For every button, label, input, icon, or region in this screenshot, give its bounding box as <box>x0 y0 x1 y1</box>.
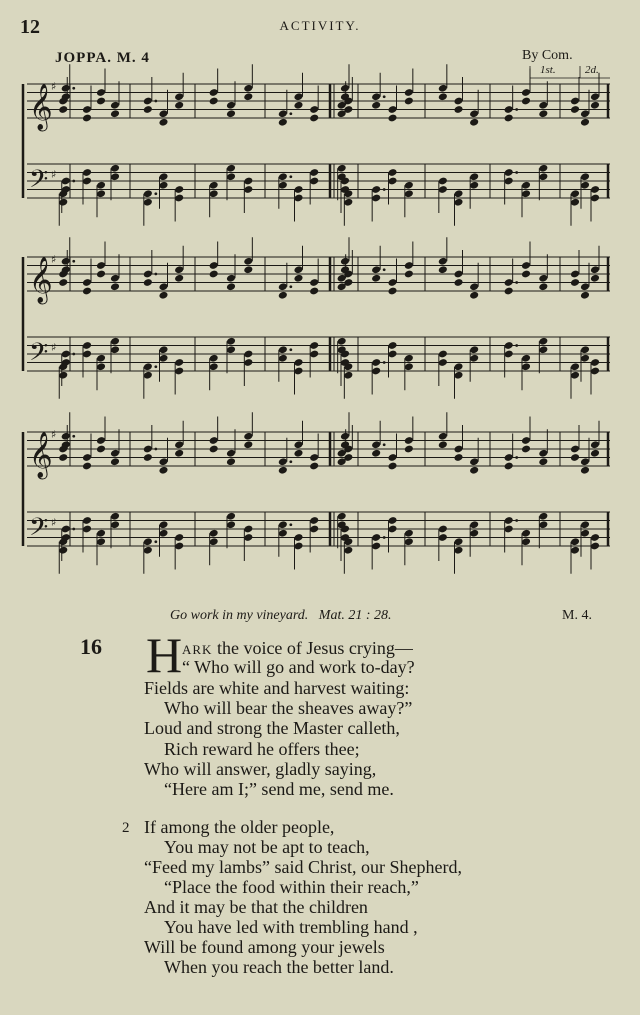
note-head <box>158 466 168 475</box>
dot <box>383 95 386 98</box>
dot <box>289 523 292 526</box>
note-head <box>469 466 479 475</box>
verse-2-line-5: And it may be that the children <box>144 897 368 917</box>
dot <box>72 435 75 438</box>
sharp-icon: ♯ <box>51 80 57 93</box>
note-head <box>293 101 303 110</box>
note-head <box>469 118 479 127</box>
page-number: 12 <box>20 16 40 38</box>
note-head <box>538 282 548 291</box>
note-head <box>580 118 590 127</box>
first-line-tail: the voice of Jesus crying— <box>212 638 413 658</box>
dot <box>515 519 518 522</box>
note-head <box>243 92 253 101</box>
note-head <box>521 445 531 454</box>
verse-2-line-7: Will be found among your jewels <box>144 937 385 957</box>
dot <box>515 108 518 111</box>
note-head <box>438 440 448 449</box>
note-head <box>143 105 153 114</box>
note-head <box>504 287 514 296</box>
bass-clef-icon: 𝄢 <box>29 338 49 373</box>
dot <box>154 448 157 451</box>
note-head <box>278 118 288 127</box>
verse-2-line-8: When you reach the better land. <box>164 957 394 977</box>
verse-1-line-5: Loud and strong the Master calleth, <box>144 718 400 738</box>
note-head <box>404 97 414 106</box>
dot <box>154 273 157 276</box>
note-head <box>158 118 168 127</box>
note-head <box>570 105 580 114</box>
note-head <box>293 449 303 458</box>
treble-clef-icon: 𝄞 <box>29 432 53 478</box>
sharp-icon: ♯ <box>51 516 57 529</box>
note-head <box>453 278 463 287</box>
note-head <box>174 274 184 283</box>
note-head <box>580 466 590 475</box>
scripture-reference: Mat. 21 : 28. <box>318 608 392 623</box>
dot <box>154 365 157 368</box>
tune-meter: M. 4 <box>116 50 150 66</box>
dot <box>154 100 157 103</box>
note-head <box>453 105 463 114</box>
dot <box>383 443 386 446</box>
note-head <box>143 453 153 462</box>
note-head <box>110 282 120 291</box>
dot <box>289 112 292 115</box>
note-head <box>293 274 303 283</box>
verse-2-line-2: You may not be apt to teach, <box>164 837 370 857</box>
drop-cap: H <box>146 627 183 683</box>
dot <box>515 171 518 174</box>
verse-2-line-6: You have led with trembling hand , <box>164 917 418 937</box>
second-ending-label: 2d. <box>585 64 599 76</box>
note-head <box>469 291 479 300</box>
verse-2-line-3: “Feed my lambs” said Christ, our Shepherd, <box>144 857 462 877</box>
sharp-icon: ♯ <box>51 341 57 354</box>
note-head <box>570 278 580 287</box>
dot <box>72 353 75 356</box>
dot <box>515 456 518 459</box>
note-head <box>174 449 184 458</box>
note-head <box>158 291 168 300</box>
note-head <box>570 453 580 462</box>
note-head <box>387 462 397 471</box>
verse-number: 2 <box>122 820 130 836</box>
note-head <box>58 278 68 287</box>
dot <box>383 268 386 271</box>
sharp-icon: ♯ <box>51 168 57 181</box>
note-head <box>209 445 219 454</box>
note-head <box>521 97 531 106</box>
note-head <box>590 274 600 283</box>
dot <box>154 540 157 543</box>
note-head <box>538 109 548 118</box>
note-head <box>110 457 120 466</box>
note-head <box>387 114 397 123</box>
verse-1-line-4: Who will bear the sheaves away?” <box>164 698 413 718</box>
note-head <box>453 453 463 462</box>
dot <box>72 528 75 531</box>
running-title: ACTIVITY. <box>279 18 361 33</box>
first-ending-label: 1st. <box>540 64 556 76</box>
scripture-text: Go work in my vineyard. <box>170 608 309 623</box>
note-head <box>96 97 106 106</box>
dot <box>289 285 292 288</box>
note-head <box>143 278 153 287</box>
sharp-icon: ♯ <box>51 253 57 266</box>
note-head <box>209 97 219 106</box>
note-head <box>590 449 600 458</box>
verse-1-line-2: “ Who will go and work to-day? <box>182 657 415 677</box>
note-head <box>309 114 319 123</box>
note-head <box>278 466 288 475</box>
note-head <box>438 265 448 274</box>
dot <box>383 536 386 539</box>
note-head <box>243 265 253 274</box>
note-head <box>404 445 414 454</box>
dot <box>289 460 292 463</box>
dot <box>72 87 75 90</box>
note-head <box>226 109 236 118</box>
tune-name: JOPPA. <box>55 50 112 66</box>
dot <box>154 192 157 195</box>
note-head <box>504 462 514 471</box>
dot <box>289 175 292 178</box>
note-head <box>96 270 106 279</box>
note-head <box>96 445 106 454</box>
note-head <box>309 462 319 471</box>
hymn-meter: M. 4. <box>562 608 592 623</box>
note-head <box>243 440 253 449</box>
verse-1-line-8: “Here am I;” send me, send me. <box>164 779 394 799</box>
note-head <box>58 453 68 462</box>
dot <box>72 260 75 263</box>
small-caps-word: ARK <box>182 642 213 657</box>
note-head <box>110 109 120 118</box>
verse-1-line-7: Who will answer, gladly saying, <box>144 759 377 779</box>
note-head <box>278 291 288 300</box>
sharp-icon: ♯ <box>51 428 57 441</box>
verse-2-line-4: “Place the food within their reach,” <box>164 877 419 897</box>
note-head <box>82 462 92 471</box>
verse-2-line-1: If among the older people, <box>144 817 335 837</box>
note-head <box>226 282 236 291</box>
scripture-line <box>170 608 392 624</box>
verse-1-line-6: Rich reward he offers thee; <box>164 739 360 759</box>
dot <box>289 348 292 351</box>
note-head <box>538 457 548 466</box>
bass-clef-icon: 𝄢 <box>29 165 49 200</box>
note-head <box>371 101 381 110</box>
note-head <box>174 101 184 110</box>
note-head <box>371 274 381 283</box>
dot <box>515 344 518 347</box>
note-head <box>226 457 236 466</box>
note-head <box>82 114 92 123</box>
bass-clef-icon: 𝄢 <box>29 513 49 548</box>
note-head <box>504 114 514 123</box>
note-head <box>58 105 68 114</box>
note-head <box>438 92 448 101</box>
note-head <box>590 101 600 110</box>
note-head <box>387 287 397 296</box>
note-head <box>404 270 414 279</box>
verse-1-line-1 <box>182 638 413 659</box>
dot <box>515 281 518 284</box>
note-head <box>209 270 219 279</box>
treble-clef-icon: 𝄞 <box>29 84 53 130</box>
note-head <box>580 291 590 300</box>
note-head <box>309 287 319 296</box>
composer-credit: By Com. <box>522 48 573 63</box>
dot <box>383 361 386 364</box>
verse-1-line-3: Fields are white and harvest waiting: <box>144 678 410 698</box>
note-head <box>371 449 381 458</box>
dot <box>72 180 75 183</box>
note-head <box>82 287 92 296</box>
treble-clef-icon: 𝄞 <box>29 257 53 303</box>
note-head <box>521 270 531 279</box>
dot <box>383 188 386 191</box>
hymn-number: 16 <box>80 634 102 659</box>
